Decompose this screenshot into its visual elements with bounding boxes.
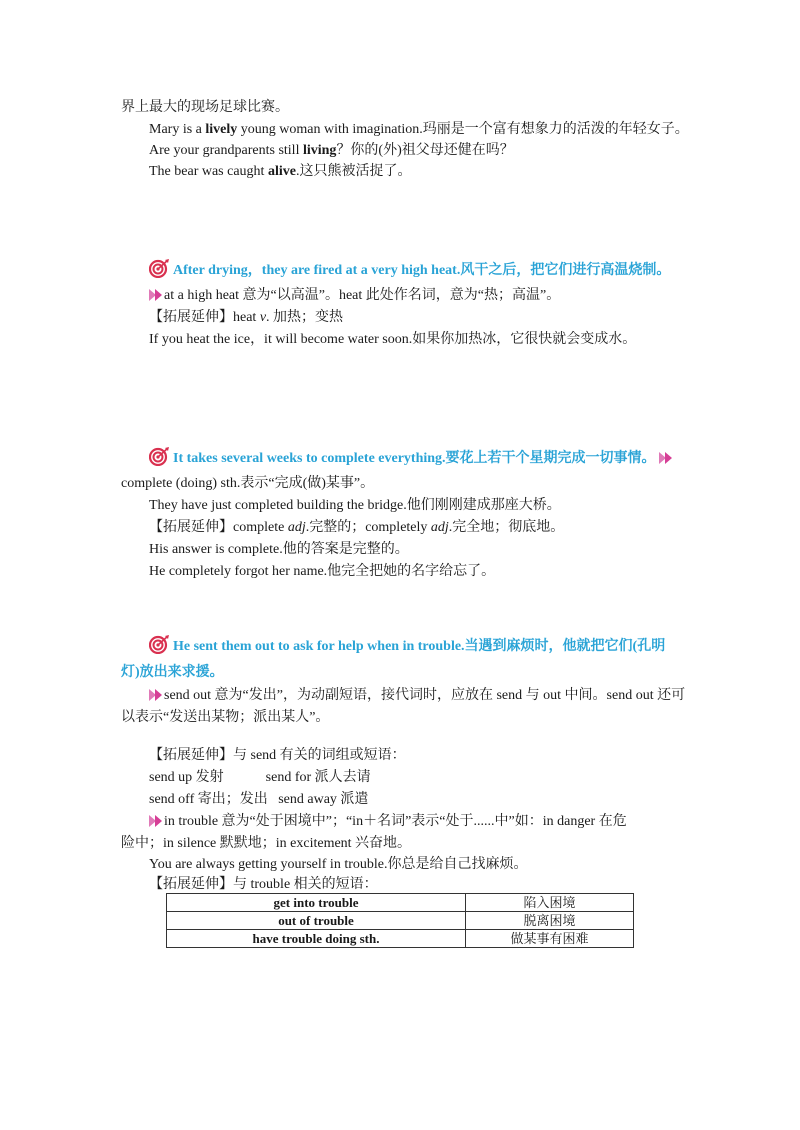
table-row [167,930,634,948]
target-icon [149,258,171,286]
table-cell-meaning: 陷入困境 [466,894,634,912]
text-span: in trouble 意为“处于困境中”；“in＋名词”表示“处于......中”如：in danger 在危 [164,814,627,829]
double-arrow-icon [149,288,163,309]
extension-line [149,518,564,538]
text-span: The bear was caught [149,164,268,179]
phrase-line: send up 发射 send for 派人去请 [149,770,371,785]
explanation-line [149,812,627,835]
extension-line: 【拓展延伸】与 send 有关的词组或短语： [149,748,406,763]
example-sentence: His answer is complete.他的答案是完整的。 [149,542,409,557]
target-icon [149,446,171,474]
keyword: living [302,143,337,158]
keyword: lively [205,122,238,137]
text-span: at a high heat 意为“以高温”。heat 此处作名词，意为“热；高温”。 [164,288,561,303]
section-heading-continued: 灯)放出来求援。 [121,665,224,680]
double-arrow-icon [659,451,673,473]
double-arrow-icon [149,814,163,835]
text-span: ？你的(外)祖父母还健在吗？ [336,143,514,158]
text-span: .这只熊被活捉了。 [295,164,412,179]
keyword: alive [267,164,296,179]
table-cell-phrase: get into trouble [167,894,466,912]
table-row [167,894,634,912]
explanation-line: complete (doing) sth.表示“完成(做)某事”。 [121,476,375,491]
table-cell-meaning: 做某事有困难 [466,930,634,948]
extension-line: 【拓展延伸】与 trouble 相关的短语： [149,877,378,892]
pos-label: adj [287,520,306,535]
example-sentence [149,141,514,161]
text-line: 界上最大的现场足球比赛。 [121,100,289,115]
explanation-line: 以表示“发送出某物；派出某人”。 [121,710,330,725]
heading-text: It takes several weeks to complete everything.要花上若干个星期完成一切事情。 [173,451,656,466]
text-span: young woman with imagination.玛丽是一个富有想象力的活泼的年轻女子。 [237,122,689,137]
pos-label: v [259,310,267,325]
heading-text: He sent them out to ask for help when in trouble.当遇到麻烦时，他就把它们(孔明 [173,639,666,654]
double-arrow-icon [149,688,163,709]
heading-text: After drying，they are fired at a very high heat.风干之后，把它们进行高温烧制。 [173,263,671,278]
text-span: .完全地；彻底地。 [448,520,565,535]
table-cell-phrase: have trouble doing sth. [167,930,466,948]
text-span: .完整的；completely [305,520,431,535]
section-heading [149,634,665,662]
example-sentence [149,162,411,182]
table-row [167,912,634,930]
phrase-table [166,893,634,948]
text-span: Are your grandparents still [149,143,303,158]
example-sentence: You are always getting yourself in trouble.你总是给自己找麻烦。 [149,857,528,872]
explanation-line: 险中；in silence 默默地；in excitement 兴奋地。 [121,836,412,851]
example-sentence: They have just completed building the bridge.他们刚刚建成那座大桥。 [149,498,561,513]
section-heading [149,446,674,474]
explanation-line [149,686,685,709]
table-cell-phrase: out of trouble [167,912,466,930]
explanation-line [149,286,560,309]
text-span: 【拓展延伸】complete [149,520,288,535]
extension-line [149,308,343,328]
text-span: . 加热；变热 [266,310,344,325]
example-sentence: If you heat the ice，it will become water soon.如果你加热冰，它很快就会变成水。 [149,332,637,347]
target-icon [149,634,171,662]
phrase-line: send off 寄出；发出 send away 派遣 [149,792,369,807]
text-span: send out 意为“发出”，为动副短语，接代词时，应放在 send 与 out 中间。send out 还可 [164,688,686,703]
example-sentence: He completely forgot her name.他完全把她的名字给忘了。 [149,564,496,579]
pos-label: adj [430,520,449,535]
table-cell-meaning: 脱离困境 [466,912,634,930]
section-heading [149,258,670,286]
example-sentence [149,120,689,140]
text-span: Mary is a [149,122,206,137]
text-span: 【拓展延伸】heat [149,310,260,325]
